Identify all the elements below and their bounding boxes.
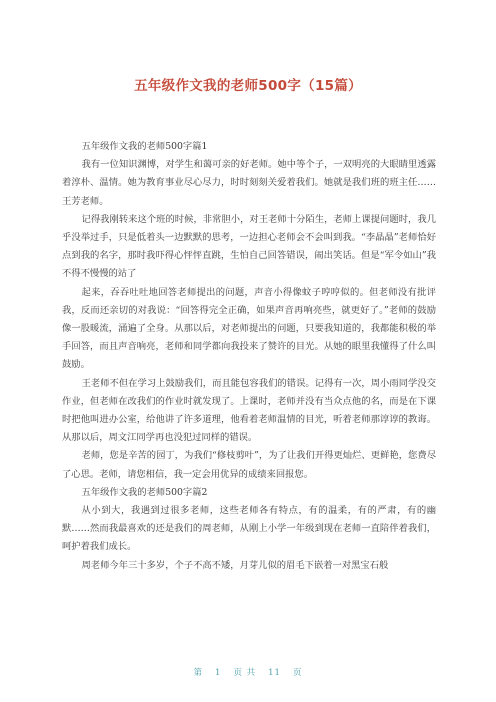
footer-prefix: 第 bbox=[193, 668, 204, 678]
footer-suffix: 页 bbox=[292, 668, 303, 678]
paragraph: 从小到大，我遇到过很多老师，这些老师各有特点，有的温柔，有的严肃，有的幽默……然而我最喜欢的还是我们的周老师，从刚上小学一年级到现在老师一直陪伴着我们，呵护着我们成长。 bbox=[62, 505, 436, 553]
section-heading: 五年级作文我的老师500字篇2 bbox=[81, 486, 208, 498]
paragraph: 周老师今年三十多岁，个子不高不矮，月芽儿似的眉毛下嵌着一对黑宝石般 bbox=[81, 559, 389, 571]
current-page-number: 1 bbox=[215, 668, 222, 678]
document-body bbox=[62, 138, 436, 575]
paragraph: 王老师不但在学习上鼓励我们，而且能包容我们的错误。记得有一次，周小雨同学没交作业，但老师在改我们的作业时就发现了。上课时，老师并没有当众点他的名，而是在下课时把他叫进办公室，给他讲了许多道理，他看着老师温情的目光，听着老师那谆谆的教诲。从那以后，周文江同学再也没犯过同样的错误。 bbox=[62, 377, 436, 444]
paragraph: 记得我刚转来这个班的时候，非常胆小，对王老师十分陌生，老师上课提问题时，我几乎没举过手，只是低着头一边默默的思考，一边担心老师会不会叫到我。“李晶晶”老师恰好点到我的名字，那时我吓得心怦怦直跳，生怕自己回答错误，闹出笑话。但是“军令如山”我不得不慢慢的站了 bbox=[62, 213, 436, 280]
document-title: 五年级作文我的老师500字（15篇） bbox=[134, 78, 362, 94]
paragraph: 起来，吞吞吐吐地回答老师提出的问题，声音小得像蚊子哼哼似的。但老师没有批评我，反而还亲切的对我说：“回答得完全正确，如果声音再响亮些，就更好了。”老师的鼓励像一股暖流，涌遍了全身。从那以后，对老师提出的问题，只要我知道的，我都能积极的举手回答，而且声音响亮，老师和同学都向我投来了赞许的目光。从她的眼里我懂得了什么叫鼓励。 bbox=[62, 286, 436, 371]
paragraph: 我有一位知识渊博，对学生和蔼可亲的好老师。她中等个子，一双明亮的大眼睛里透露着淳朴、温情。她为教育事业尽心尽力，时时刻刻关爱着我们。她就是我们班的班主任……王芳老师。 bbox=[62, 159, 436, 207]
paragraph: 老师，您是辛苦的园丁，为我们“修枝剪叶”，为了让我们开得更灿烂、更鲜艳，您费尽了心思。老师，请您相信，我一定会用优异的成绩来回报您。 bbox=[62, 450, 436, 480]
footer-middle: 页 共 bbox=[233, 668, 257, 678]
section-heading: 五年级作文我的老师500字篇1 bbox=[81, 141, 208, 152]
page-footer bbox=[0, 666, 496, 678]
total-pages: 11 bbox=[268, 668, 281, 678]
